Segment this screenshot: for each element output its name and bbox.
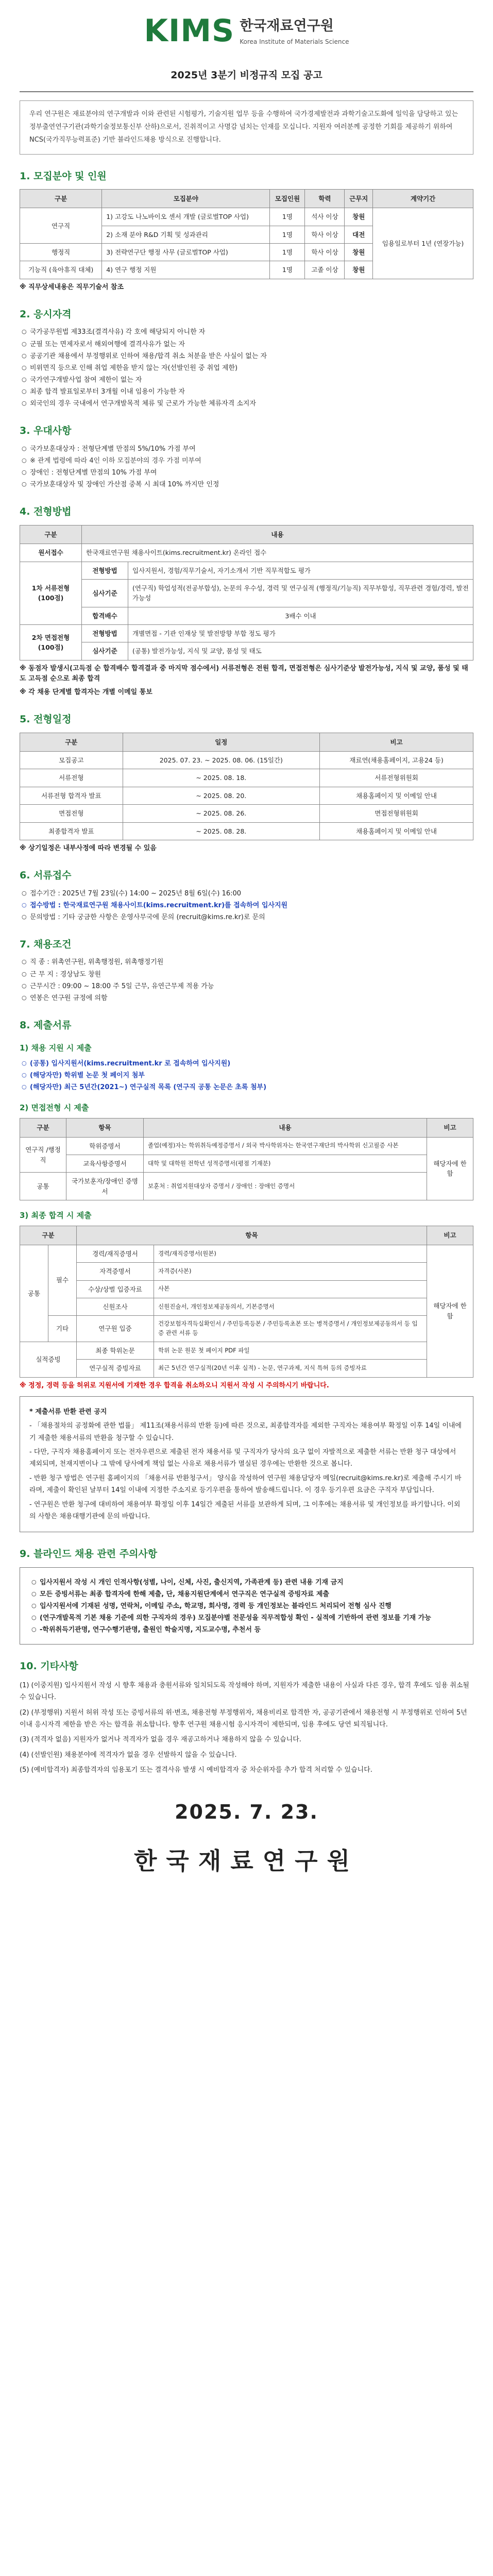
list-item: ○ 공공기관 채용에서 부정행위로 인하여 채용/합격 취소 처분을 받은 사실이 없는 자 <box>22 351 473 362</box>
list-item: ○ 국가보훈대상자 및 장애인 가산점 중복 시 최대 10% 까지만 인정 <box>22 480 473 490</box>
table-row: 기능직 (육아휴직 대체) 4) 연구 행정 지원 1명 고졸 이상 창원 <box>20 261 473 279</box>
document-return-text: - 다만, 구직자 채용홈페이지 또는 전자우편으로 제출된 전자 채용서류 및 구직자가 당사의 요구 없이 자발적으로 제출한 서류는 반환 청구 대상에서 제외되며, 천재지변이나 그 밖에 당사에게 책임 없는 사유로 채용서류가 멸실된 경우에는 반환한 것으로 봅니다. <box>29 1448 456 1468</box>
table-row: 신원조사 신원진술서, 개인정보제공동의서, 기본증명서 <box>20 1298 473 1315</box>
list-item: ○ 장애인 : 전형단계별 만점의 10% 가점 부여 <box>22 468 473 478</box>
table-header: 구분 <box>20 525 82 544</box>
table-row: 모집공고 2025. 07. 23. ~ 2025. 08. 06. (15일간) 재료연(채용홈페이지, 고용24 등) <box>20 752 473 769</box>
logo <box>144 7 349 55</box>
document-return-box <box>20 1396 473 1533</box>
table-row: 심사기준 (공통) 발전가능성, 지식 및 교양, 품성 및 태도 <box>20 642 473 660</box>
section-4-title: 4. 전형방법 <box>20 506 72 518</box>
list-item: ○ 국가보훈대상자 : 전형단계별 만점의 5%/10% 가점 부여 <box>22 444 473 454</box>
list-item: ○ (해당자만) 최근 5년간(2021~) 연구실적 목록 (연구직 공통 논문은 초록 첨부) <box>22 1082 473 1093</box>
section-2-title: 2. 응시자격 <box>20 308 72 320</box>
notice-title: 2025년 3분기 비정규직 모집 공고 <box>20 62 473 92</box>
table-header: 근무지 <box>345 189 373 208</box>
docs-apply-list <box>22 1059 473 1093</box>
table-header: 계약기간 <box>373 189 473 208</box>
misc-list <box>20 1680 473 1776</box>
table-row: 서류전형 ~ 2025. 08. 18. 서류전형위원회 <box>20 769 473 787</box>
table-header: 구분 <box>20 189 102 208</box>
list-item: (5) (예비합격자) 최종합격자의 임용포기 또는 결격사유 발생 시 예비합격자 중 차순위자를 추가 합격 처리할 수 있습니다. <box>20 1766 372 1774</box>
section-4-note-2: ※ 각 채용 단계별 합격자는 개별 이메일 통보 <box>20 688 152 697</box>
table-row: 연구실적 증빙자료 최근 5년간 연구실적(20년 이후 실적) - 논문, 연구과제, 지식 특허 등의 증빙자료 <box>20 1360 473 1377</box>
section-4-note-1: ※ 동점자 발생시(고득점 순 합격배수 합격결과 중 마지막 점수에서) 서류전형은 전원 합격, 면접전형은 심사기준상 발전가능성, 지식 및 교양, 품성 및 태도 고득점 순으로 최종 합격 <box>20 664 468 683</box>
table-row: 공통 필수 경력/재직증명서 경력/재직증명서(원본) 해당자에 한함 <box>20 1245 473 1262</box>
list-item: ○ 접수기간 : 2025년 7월 23일(수) 14:00 ~ 2025년 8월 6일(수) 16:00 <box>22 889 473 899</box>
table-header: 구분 <box>20 1118 66 1137</box>
table-row: 최종합격자 발표 ~ 2025. 08. 28. 채용홈페이지 및 이메일 안내 <box>20 822 473 840</box>
header <box>20 0 473 62</box>
table-header: 비고 <box>427 1226 473 1245</box>
list-item: ○ 입사지원서 작성 시 개인 인적사항(성별, 나이, 신체, 사진, 출신지역, 가족관계 등) 관련 내용 기재 금지 <box>31 1578 464 1588</box>
list-item: ○ 연봉은 연구원 규정에 의함 <box>22 993 473 1004</box>
table-row: 면접전형 ~ 2025. 08. 26. 면접전형위원회 <box>20 805 473 822</box>
table-row: 연구직 /행정직 학위증명서 졸업(예정)자는 학위취득예정증명서 / 외국 박사학위자는 한국연구재단의 박사학위 신고필증 사본 해당자에 한함 <box>20 1137 473 1155</box>
list-item: ○ 모든 증빙서류는 최종 합격자에 한해 제출, 단, 채용지원단계에서 연구직은 연구실적 증빙자료 제출 <box>31 1589 464 1600</box>
list-item: ○ (해당자만) 학위별 논문 첫 페이지 첨부 <box>22 1071 473 1081</box>
table-row: 수상/상벌 입증자료 사본 <box>20 1280 473 1298</box>
document-return-title: * 제출서류 반환 관련 공지 <box>29 1408 107 1416</box>
schedule-table <box>20 733 473 840</box>
section-1-note: ※ 직무상세내용은 직무기술서 참조 <box>20 283 124 291</box>
list-item: (1) (이중지원) 입사지원서 작성 시 향후 채용과 충원서류와 일치되도록 작성해야 하며, 지원자가 제출한 내용이 사실과 다른 경우, 합격 후에도 임용 취소될 수 있습니다. <box>20 1681 469 1702</box>
false-info-warning: ※ 정정, 경력 등을 허위로 지원서에 기재한 경우 합격을 취소하오니 지원서 작성 시 주의하시기 바랍니다. <box>20 1381 329 1389</box>
table-header: 학력 <box>305 189 345 208</box>
table-row: 자격증명서 자격증(사본) <box>20 1263 473 1280</box>
recruit-table <box>20 189 473 279</box>
section-5-note: ※ 상기일정은 내부사정에 따라 변경될 수 있음 <box>20 844 157 852</box>
logo-korean-name: 한국재료연구원 <box>240 18 334 34</box>
table-row: 서류전형 합격자 발표 ~ 2025. 08. 20. 채용홈페이지 및 이메일 안내 <box>20 787 473 804</box>
list-item[interactable]: ○ 접수방법 : 한국재료연구원 채용사이트(kims.recruitment.kr)를 접속하여 입사지원 <box>22 901 473 911</box>
list-item: (2) (부정행위) 지원서 허위 작성 또는 증빙서류의 위·변조, 채용전형 부정행위자, 채용비리로 합격한 자, 공공기관에서 채용전형 시 부정행위로 인하여 5년 이내 응시자격 제한을 받은 자는 합격을 취소합니다. 향후 연구원 채용시험 응시자격이 제한되며, 임용 후에도 당연 퇴직됩니다. <box>20 1708 467 1729</box>
list-item: ○ (공통) 입사지원서(kims.recruitment.kr 로 접속하여 입사지원) <box>22 1059 473 1069</box>
final-docs-table <box>20 1226 473 1377</box>
list-item: (4) (선발인원) 채용분야에 적격자가 없을 경우 선발하지 않을 수 있습니다. <box>20 1751 237 1759</box>
table-row: 실적증빙 최종 학위논문 학위 논문 원문 첫 페이지 PDF 파일 <box>20 1342 473 1359</box>
selection-table <box>20 525 473 660</box>
table-header: 구분 <box>20 733 123 751</box>
list-item: ○ 군필 또는 면제자로서 해외여행에 결격사유가 없는 자 <box>22 340 473 350</box>
table-header: 내용 <box>144 1118 427 1137</box>
list-item: ○ 국가연구개발사업 참여 제한이 없는 자 <box>22 375 473 385</box>
list-item: ○ 국가공무원법 제33조(결격사유) 각 호에 해당되지 아니한 자 <box>22 327 473 337</box>
table-header: 비고 <box>427 1118 473 1137</box>
table-row: 원서접수 한국재료연구원 채용사이트(kims.recruitment.kr) 온라인 접수 <box>20 544 473 562</box>
section-3-title: 3. 우대사항 <box>20 425 72 437</box>
table-row: 공통 국가보훈자/장애인 증명서 보훈처 : 취업지원대상자 증명서 / 장애인 : 장애인 증명서 <box>20 1173 473 1200</box>
preference-list <box>22 444 473 490</box>
table-row: 2차 면접전형 (100점) 전형방법 개별면접 - 기관 인재상 및 발전방향 부합 정도 평가 <box>20 625 473 642</box>
section-6-title: 6. 서류접수 <box>20 870 72 882</box>
table-header: 항목 <box>66 1118 144 1137</box>
list-item: ○ 최종 합격 발표일로부터 3개월 이내 임용이 가능한 자 <box>22 387 473 397</box>
table-header: 내용 <box>82 525 473 544</box>
list-item: ○ 근 무 지 : 경상남도 창원 <box>22 970 473 980</box>
organization-name: 한국재료연구원 <box>133 1846 360 1875</box>
table-row: 합격배수 3배수 이내 <box>20 607 473 624</box>
section-8-sub-2: 2) 면접전형 시 제출 <box>20 1103 89 1113</box>
table-header: 구분 <box>20 1226 77 1245</box>
section-8-sub-1: 1) 채용 지원 시 제출 <box>20 1043 92 1053</box>
table-row: 행정직 3) 전략연구단 행정 사무 (글로벌TOP 사업) 1명 학사 이상 창원 <box>20 244 473 261</box>
table-row: 2) 소재 분야 R&D 기획 및 성과관리 1명 학사 이상 대전 <box>20 226 473 243</box>
table-row: 1차 서류전형 (100점) 전형방법 입사지원서, 경험/직무기술서, 자기소개서 기반 직무적합도 평가 <box>20 562 473 579</box>
table-row: 기타 연구원 입증 건강보험자격득실확인서 / 주민등록등본 / 주민등록초본 또는 병적증명서 / 개인정보제공동의서 등 입증 관련 서류 등 <box>20 1316 473 1342</box>
table-header: 비고 <box>320 733 473 751</box>
table-header: 항목 <box>77 1226 427 1245</box>
section-5-title: 5. 전형일정 <box>20 714 72 725</box>
document-return-text: - 반환 청구 방법은 연구원 홈페이지의 「채용서류 반환청구서」 양식을 작성하여 연구원 채용담당자 메일(recruit@kims.re.kr)로 제출해 주시기 바라며, 제출이 확인된 날부터 14일 이내에 지정한 주소지로 등기우편을 통하여 발송해드립니다. 이 경우 등기우편 요금은 구직자 부담입니다. <box>29 1474 462 1495</box>
list-item: ○ 입사지원서에 기재된 성명, 연락처, 이메일 주소, 학교명, 회사명, 경력 등 개인정보는 블라인드 처리되어 전형 심사 진행 <box>31 1601 464 1612</box>
section-8-sub-3: 3) 최종 합격 시 제출 <box>20 1211 92 1221</box>
table-header: 모집인원 <box>270 189 305 208</box>
list-item: ○ 직 종 : 위촉연구원, 위촉행정원, 위촉행정기원 <box>22 957 473 968</box>
list-item: (3) (적격자 없음) 지원자가 없거나 적격자가 없을 경우 재공고하거나 채용하지 않을 수 있습니다. <box>20 1736 301 1744</box>
intro-box: 우리 연구원은 재료분야의 연구개발과 이와 관련된 시험평가, 기술지원 업무 등을 수행하여 국가경제발전과 과학기술고도화에 일익을 담당하고 있는 정부출연연구기관(과학기술정보통신부 산하)으로서, 진취적이고 사명감 넘치는 인재를 모십니다. 지원자 여러분께 공정한 기회를 제공하기 위하여 NCS(국가직무능력표준) 기반 블라인드채용 방식으로 진행합니다. <box>20 100 473 154</box>
application-list <box>22 889 473 923</box>
list-item: ○ (연구개발목적 기본 채용 기준에 의한 구직자의 경우) 모집분야별 전문성을 직무적합성 확인 - 실적에 기반하여 관련 정보를 기재 가능 <box>31 1613 464 1623</box>
eligibility-list <box>22 327 473 409</box>
document-return-text: - 「채용절차의 공정화에 관한 법률」 제11조(채용서류의 반환 등)에 따른 것으로, 최종합격자를 제외한 구직자는 채용여부 확정일 이후 14일 이내에 기 제출한 채용서류의 반환을 청구할 수 있습니다. <box>29 1422 462 1442</box>
table-header: 모집분야 <box>102 189 270 208</box>
blind-notice-box <box>20 1567 473 1645</box>
table-row: 심사기준 (연구직) 학업성적(전공부합성), 논문의 우수성, 경력 및 연구실적 (행정직/기능직) 직무부합성, 직무관련 경험/경력, 발전가능성 <box>20 579 473 607</box>
section-7-title: 7. 채용조건 <box>20 938 72 950</box>
logo-english-name: Korea Institute of Materials Science <box>240 38 349 45</box>
table-row: 교육사항증명서 대학 및 대학원 전학년 성적증명서(평점 기재분) <box>20 1155 473 1173</box>
list-item: ○ 문의방법 : 기타 궁금한 사항은 운영사무국에 문의 (recruit@kims.re.kr)로 문의 <box>22 912 473 923</box>
list-item: ○ 외국인의 경우 국내에서 연구개발목적 체류 및 근로가 가능한 체류자격 소지자 <box>22 399 473 409</box>
document-return-text: - 연구원은 반환 청구에 대비하여 채용여부 확정일 이후 14일간 제출된 서류를 보관하게 되며, 그 이후에는 채용서류 및 개인정보를 파기합니다. 이외의 사항은 채용대행기관에 문의 바랍니다. <box>29 1500 461 1520</box>
section-10-title: 10. 기타사항 <box>20 1660 78 1672</box>
logo-mark: KIMS <box>144 12 235 49</box>
table-header: 일정 <box>123 733 320 751</box>
table-row: 연구직 1) 고강도 나노바이오 센서 개발 (글로벌TOP 사업) 1명 석사 이상 창원 임용일로부터 1년 (연장가능) <box>20 208 473 226</box>
list-item: ○ -학위취득기관명, 연구수행기관명, 출원인 학술지명, 지도교수명, 추천서 등 <box>31 1625 464 1635</box>
interview-docs-table <box>20 1118 473 1200</box>
notice-date: 2025. 7. 23. <box>175 1800 318 1823</box>
section-9-title: 9. 블라인드 채용 관련 주의사항 <box>20 1548 158 1560</box>
section-8-title: 8. 제출서류 <box>20 1019 72 1031</box>
conditions-list <box>22 957 473 1004</box>
list-item: ○ 근무시간 : 09:00 ~ 18:00 주 5일 근무, 유연근무제 적용 가능 <box>22 981 473 992</box>
section-1-title: 1. 모집분야 및 인원 <box>20 170 107 182</box>
list-item: ○ ※ 관계 법령에 따라 4인 이하 모집분야의 경우 가점 미부여 <box>22 456 473 466</box>
list-item: ○ 비위면직 등으로 인해 취업 제한을 받지 않는 자(선발인원 중 취업 제한) <box>22 363 473 374</box>
